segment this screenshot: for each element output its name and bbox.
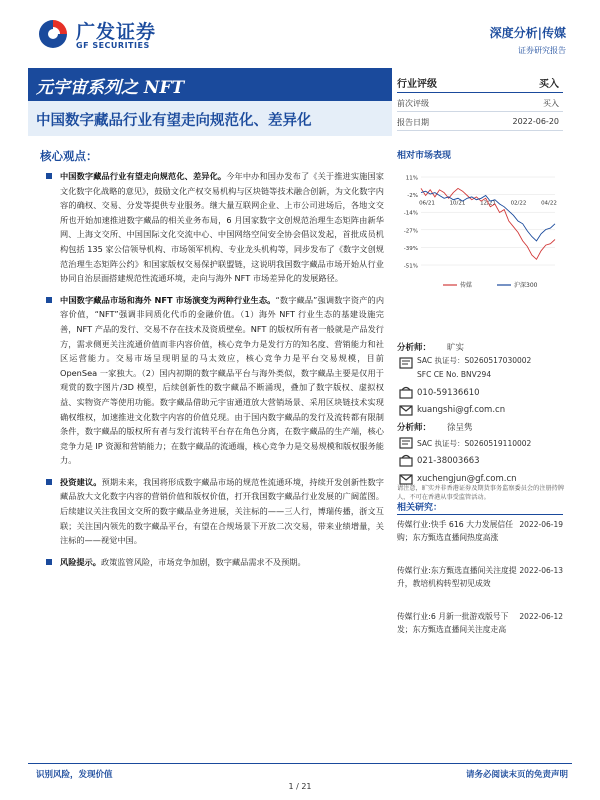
gf-logo-icon bbox=[36, 17, 70, 51]
bullet-icon bbox=[46, 297, 52, 303]
related-item-date: 2022-06-19 bbox=[519, 520, 563, 529]
rating-header bbox=[397, 71, 563, 93]
paragraph bbox=[44, 555, 384, 570]
related-item[interactable] bbox=[397, 564, 563, 590]
bullet-icon bbox=[46, 479, 52, 485]
related-research-heading: 相关研究： bbox=[397, 500, 563, 515]
rating-label: 行业评级 bbox=[397, 79, 437, 90]
related-item[interactable] bbox=[397, 518, 563, 544]
y-tick-label: -2% bbox=[407, 193, 418, 200]
analysts-label: 分析师： bbox=[397, 423, 432, 433]
footer-slogan: 识别风险，发现价值 bbox=[36, 770, 113, 780]
related-item-title[interactable]: 传媒行业:6 月新一批游戏版号下发；东方甄选直播间关注度走高 bbox=[397, 612, 509, 634]
bullet-icon bbox=[46, 173, 52, 179]
chart-title: 相对市场表现 bbox=[397, 151, 452, 161]
paragraph-text: 今年中办和国办发布了《关于推进实施国家文化数字化战略的意见》，鼓励文化产权交易机构与区块链等技术融合创新，为文化数字内容的确权、交易、分发等提供专业服务。继大量互联网企业、上市公司进场后，各地文交所也开始加速推进数字藏品的相关业务布局，6 月国家数字文创规范治理生态矩阵由新华网、上海文交所、中国国际文化交流中心、中国网络空间安全协会倡议发起，首批成员机构包括 135 家公信领导机构、市场领军机构、专业龙头机构等，同步发布了《数字文创规范治理生态矩阵公约》和国家版权交易保护联盟链，这说明我国数字藏品市场开始从行业协同自治层面搭建规范性流通环境，走向与海外 NFT 市场差异化的发展路径。 bbox=[60, 171, 384, 284]
rating-row-label: 前次评级 bbox=[397, 99, 429, 108]
analyst-email: xuchengjun@gf.com.cn bbox=[417, 474, 517, 484]
page-number: 1 / 21 bbox=[288, 782, 312, 791]
footer-disclaimer-link[interactable]: 请务必阅读末页的免责声明 bbox=[465, 770, 568, 780]
paragraph bbox=[44, 475, 384, 548]
analyst-sac: SAC 执证号：S0260519110002 bbox=[417, 439, 532, 448]
logo-text-en: GF SECURITIES bbox=[76, 41, 150, 50]
related-item-title[interactable]: 传媒行业:东方甄选直播间关注度提升，教培机构转型初见成效 bbox=[397, 566, 517, 588]
phone-icon bbox=[399, 453, 413, 467]
paragraph-text: 预期未来，我国将形成数字藏品市场的规范性流通环境，持续开发创新性数字藏品放大文化数字内容的营销价值和版权价值，打开我国数字藏品行业发展的广阔蓝图。后续建议关注我国文交所的数字藏品业务进展，关注标的——三人行，博瑞传播，浙文互联；关注国内领先的数字藏品平台，有望在合规场景下开放二次交易，带来业绩增量，关注标的——视觉中国。 bbox=[60, 476, 384, 546]
analyst-sac: SAC 执证号：S0260517030002 bbox=[417, 356, 532, 365]
report-subtitle: 中国数字藏品行业有望走向规范化、差异化 bbox=[36, 112, 312, 129]
bullet-icon bbox=[46, 559, 52, 565]
legend-label: 传媒 bbox=[460, 282, 473, 289]
phone-icon bbox=[399, 385, 413, 399]
title-block bbox=[28, 68, 392, 136]
paragraph-text: 政策监管风险，市场竞争加剧，数字藏品需求不及预期。 bbox=[100, 556, 306, 567]
y-tick-label: -14% bbox=[403, 210, 418, 217]
id-card-icon bbox=[399, 356, 413, 370]
email-icon bbox=[399, 403, 413, 417]
report-type: 证券研究报告 bbox=[518, 46, 566, 55]
paragraph-lead: 中国数字藏品市场和海外 NFT 市场演变为两种行业生态。 bbox=[60, 294, 276, 305]
relative-performance-chart bbox=[397, 165, 563, 295]
page-header bbox=[0, 0, 600, 62]
id-card-icon bbox=[399, 436, 413, 450]
related-item-date: 2022-06-12 bbox=[519, 612, 563, 621]
analyst-phone: 010-59136610 bbox=[417, 388, 480, 398]
license-note: 请注意，旷实并非香港证券及期货事务监察委员会的注册持牌人，不可在香港从事受监管活动。 bbox=[397, 485, 565, 501]
main-body bbox=[44, 169, 384, 576]
analysts-label: 分析师： bbox=[397, 343, 432, 353]
x-tick-label: 12/21 bbox=[480, 200, 496, 207]
related-item-title[interactable]: 传媒行业:快手 616 大力发展信任购；东方甄选直播间热度高涨 bbox=[397, 520, 514, 542]
rating-row-value: 2022-06-20 bbox=[512, 117, 559, 126]
analyst-email: kuangshi@gf.com.cn bbox=[417, 405, 506, 415]
y-tick-label: -51% bbox=[403, 263, 418, 270]
footer-divider bbox=[28, 763, 572, 764]
analyst-sfc: SFC CE No. BNV294 bbox=[417, 370, 492, 379]
series-line-0 bbox=[421, 188, 555, 259]
rating-row bbox=[397, 112, 563, 131]
rating-row-label: 报告日期 bbox=[397, 118, 429, 127]
paragraph-lead: 投资建议。 bbox=[60, 476, 102, 487]
analyst-name: 旷实 bbox=[447, 343, 465, 353]
x-tick-label: 02/22 bbox=[510, 200, 527, 207]
legend-label: 沪深300 bbox=[514, 282, 538, 289]
x-tick-label: 06/21 bbox=[419, 200, 435, 207]
paragraph bbox=[44, 293, 384, 468]
paragraph-lead: 风险提示。 bbox=[60, 556, 101, 567]
analyst-name: 徐呈隽 bbox=[447, 423, 473, 433]
logo-text-cn: 广发证券 bbox=[76, 21, 157, 43]
analyst-phone: 021-38003663 bbox=[417, 456, 480, 466]
related-item-date: 2022-06-13 bbox=[519, 566, 563, 575]
report-category: 深度分析|传媒 bbox=[489, 26, 566, 40]
paragraph-lead: 中国数字藏品行业有望走向规范化、差异化。 bbox=[60, 171, 227, 181]
y-tick-label: -39% bbox=[403, 245, 418, 252]
logo bbox=[36, 17, 166, 53]
rating-row-value: 买入 bbox=[543, 99, 559, 108]
rating-value: 买入 bbox=[539, 79, 559, 90]
rating-table bbox=[397, 71, 563, 131]
rating-row bbox=[397, 93, 563, 112]
title-banner bbox=[28, 68, 392, 101]
y-tick-label: -27% bbox=[403, 228, 418, 235]
related-item[interactable] bbox=[397, 610, 563, 636]
paragraph-text: “数字藏品”强调数字资产的内容价值，“NFT”强调非同质化代币的金融价值。（1）海外 NFT 行业生态的基建设施完善，NFT 产品的发行、交易不存在技术及资质壁垒。NFT 的版权所有者一般就是产品发行方，需求侧更关注流通价值而非内容价值，核心竞争力是发行方的知名度、营销能力和社区运营能力。交易市场呈现明显的马太效应，核心竞争力是平台交易规模，目前 OpenSea 一家独大。（2）国内初期的数字藏品平台与海外类似，数字藏品主要是仅用于观赏的数字图片/3D 模型，后续创新性的数字藏品不断涌现，叠加了数字版权、虚拟权益、实物资产等使用功能。数字藏品借助元宇宙通道放大营销场景、采用区块链技术实现确权维权，加速推进文化数字内容的价值兑现。由于国内数字藏品的发行及流转都有限制条件，数字藏品的版权所有者与发行流转平台存在角色分离，在数字藏品的生产端，核心竞争力是 IP 资源和营销能力；在数字藏品的流通端，核心竞争力是交易规模和版权服务能力。 bbox=[60, 294, 385, 466]
x-tick-label: 10/21 bbox=[449, 200, 466, 207]
series-title: 元宇宙系列之 NFT bbox=[36, 78, 185, 98]
paragraph bbox=[44, 169, 384, 286]
series-line-1 bbox=[421, 191, 555, 241]
y-tick-label: 11% bbox=[405, 175, 418, 182]
core-views-heading: 核心观点： bbox=[40, 149, 98, 163]
x-tick-label: 04/22 bbox=[541, 200, 557, 207]
